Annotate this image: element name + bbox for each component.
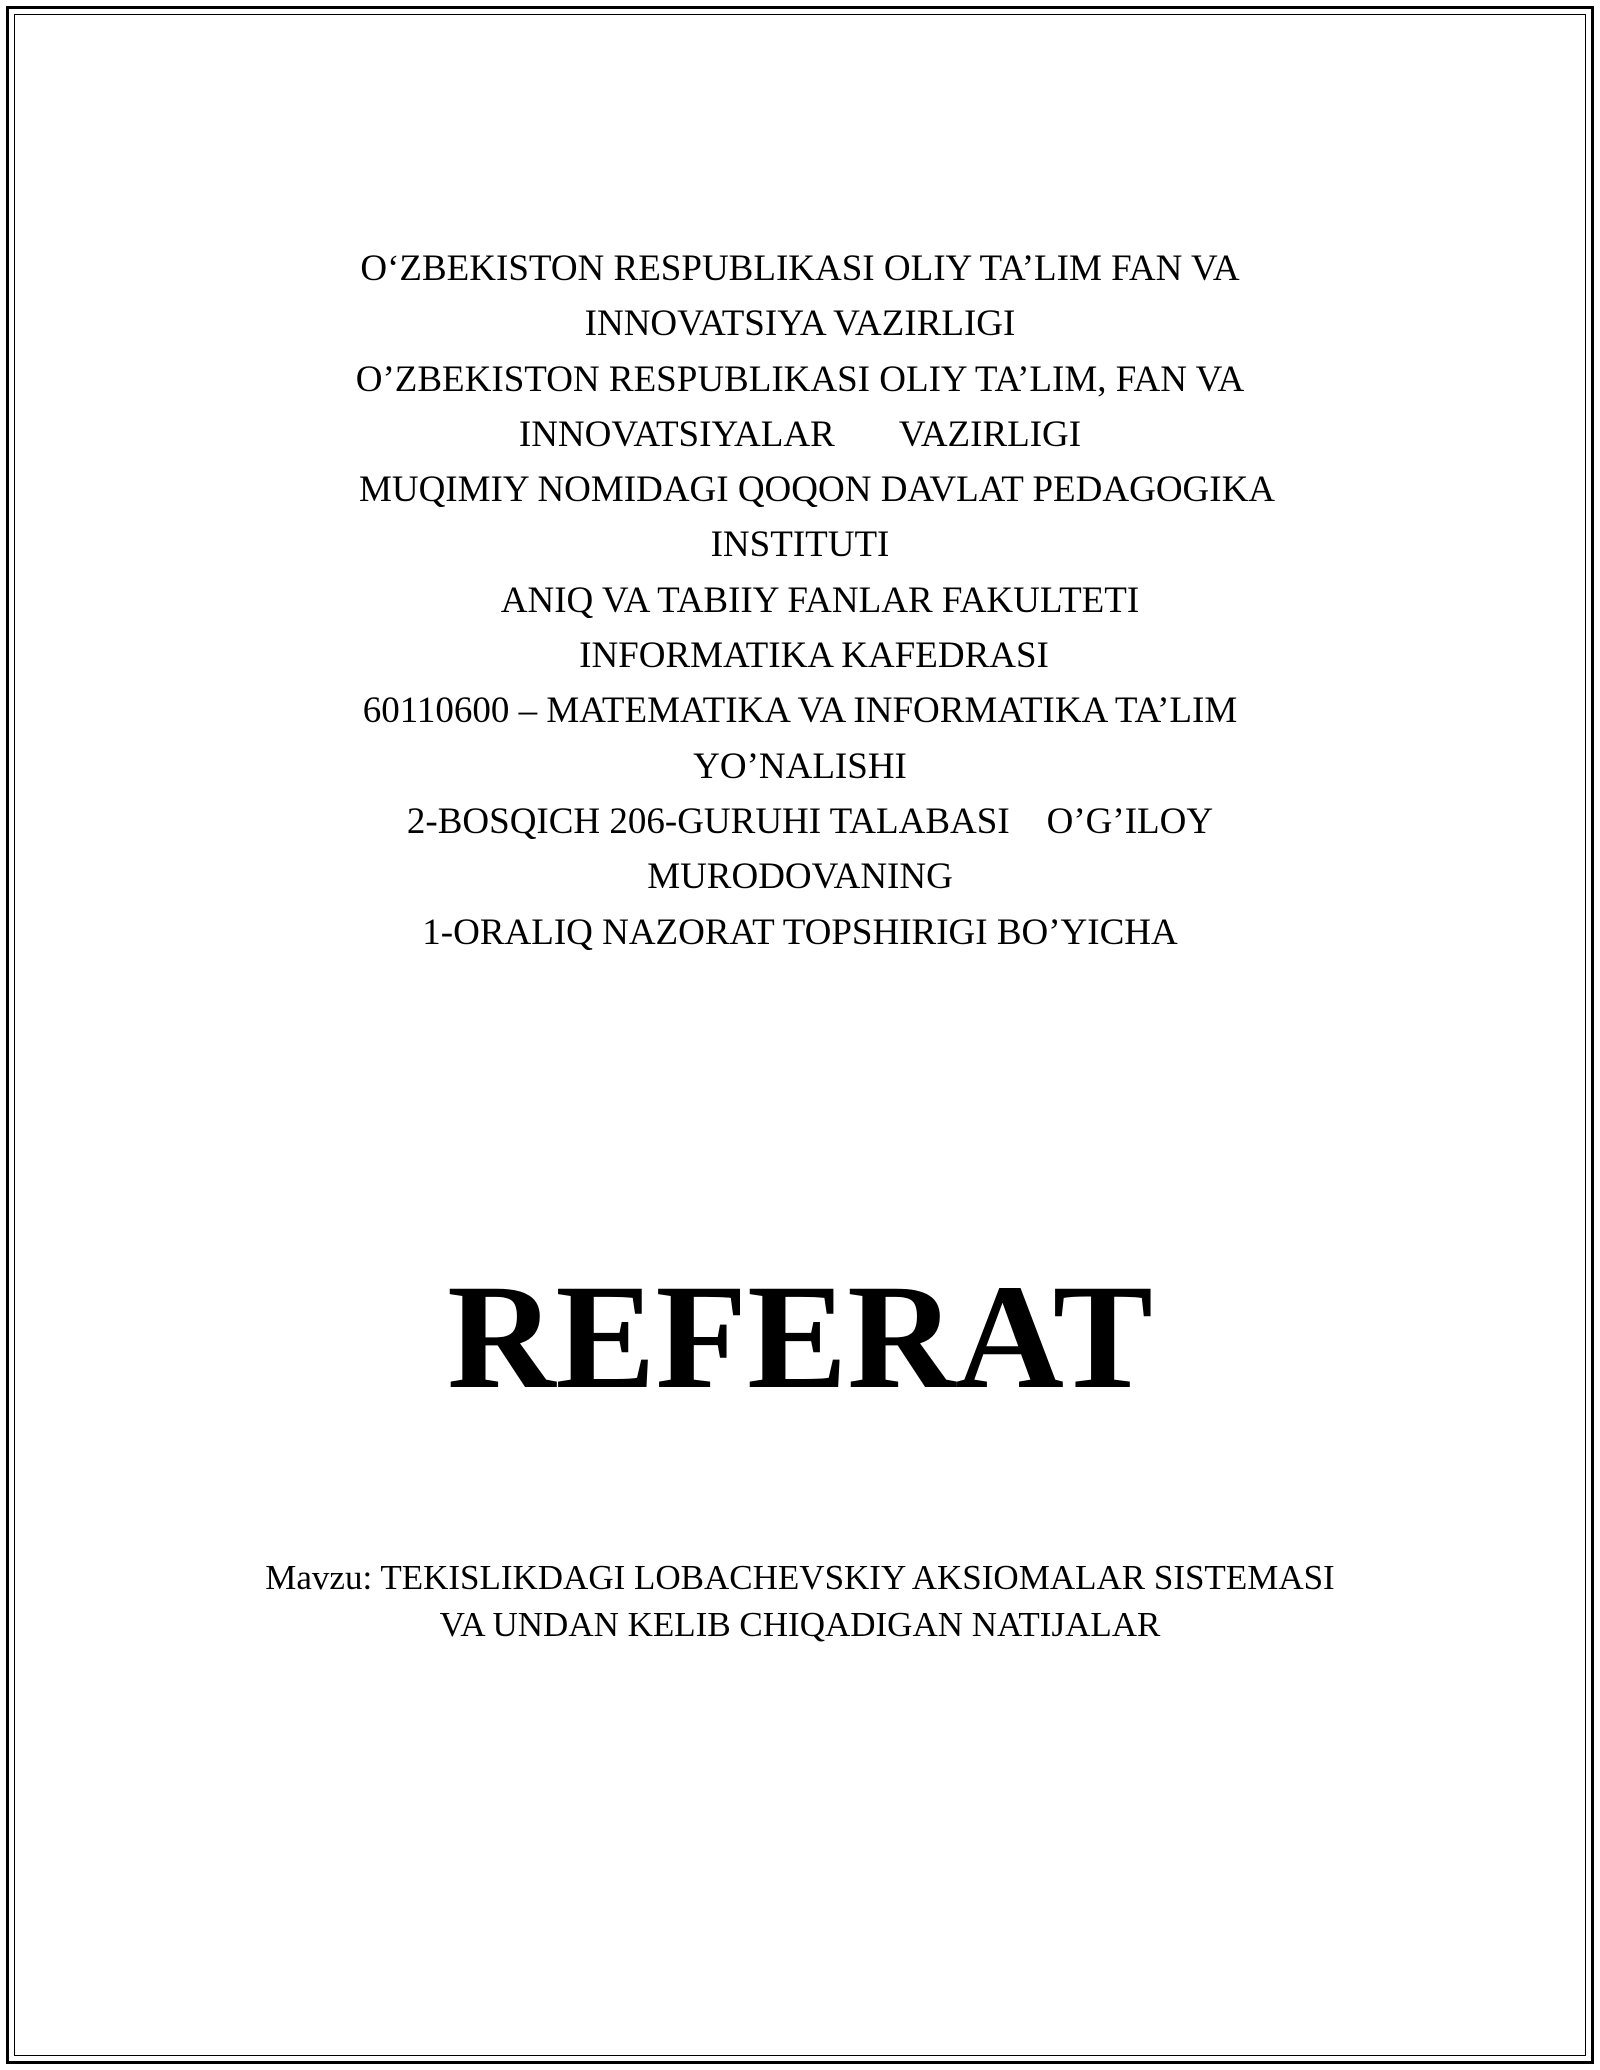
document-title: REFERAT — [447, 1254, 1153, 1420]
ministry-line-1: O‘ZBEKISTON RESPUBLIKASI OLIY TA’LIM FAN VA — [360, 248, 1240, 289]
specialty-line-1: 60110600 – MATEMATIKA VA INFORMATIKA TA’LIM — [362, 690, 1238, 731]
department-line: INFORMATIKA KAFEDRASI — [579, 635, 1049, 676]
topic-line-1: Mavzu: TEKISLIKDAGI LOBACHEVSKIY AKSIOMALAR SISTEMASI — [265, 1558, 1335, 1597]
ministry-line-2: INNOVATSIYA VAZIRLIGI — [584, 303, 1016, 344]
faculty-line: ANIQ VA TABIIY FANLAR FAKULTETI — [500, 580, 1140, 621]
institute-line-1: MUQIMIY NOMIDAGI QOQON DAVLAT PEDAGOGIKA — [358, 469, 1276, 510]
institute-line-2: INSTITUTI — [710, 524, 890, 565]
ministry-line-3: O’ZBEKISTON RESPUBLIKASI OLIY TA’LIM, FAN VA — [355, 359, 1245, 400]
student-line-2: MURODOVANING — [647, 856, 953, 897]
assignment-line: 1-ORALIQ NAZORAT TOPSHIRIGI BO’YICHA — [422, 912, 1178, 953]
student-line-1: 2-BOSQICH 206-GURUHI TALABASI O’G’ILOY — [406, 801, 1214, 842]
topic-line-2: VA UNDAN KELIB CHIQADIGAN NATIJALAR — [439, 1605, 1161, 1644]
ministry-line-4: INNOVATSIYALAR VAZIRLIGI — [518, 414, 1082, 455]
specialty-line-2: YO’NALISHI — [693, 746, 907, 787]
